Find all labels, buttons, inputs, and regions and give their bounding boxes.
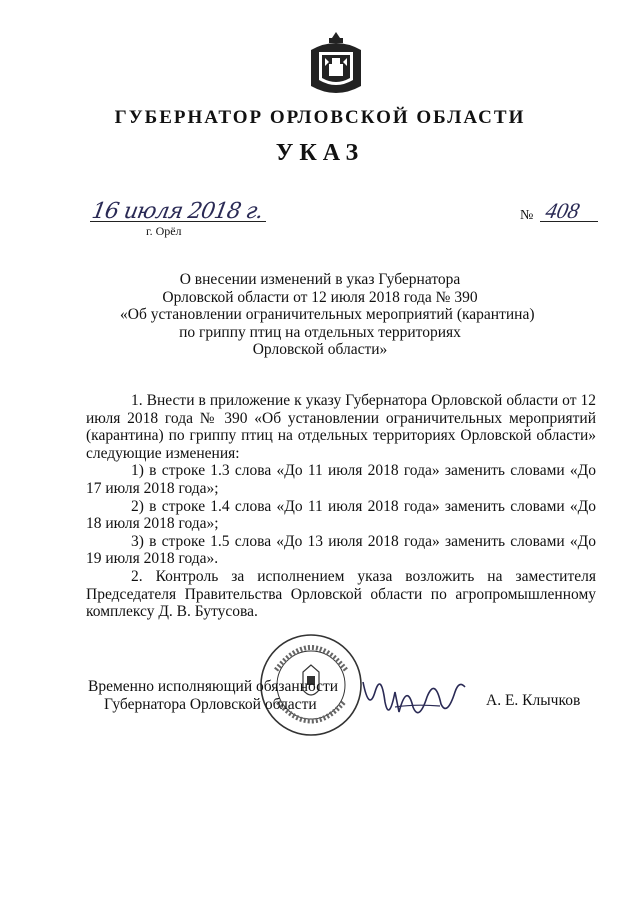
handwritten-date: 16 июля 2018 г. <box>89 199 265 224</box>
title-line: по гриппу птиц на отдельных территориях <box>179 323 461 341</box>
role-line-1: Временно исполняющий обязанности <box>88 678 339 695</box>
number-underline <box>540 221 598 222</box>
organization-heading: ГУБЕРНАТОР ОРЛОВСКОЙ ОБЛАСТИ <box>114 107 526 128</box>
title-line: Орловской области» <box>252 341 388 358</box>
signatory-name: А. Е. Клычков <box>486 692 581 709</box>
number-sign: № <box>520 208 534 223</box>
title-line: «Об установлении ограничительных мероприятий (карантина) <box>120 306 535 323</box>
document-type-heading: УКАЗ <box>275 140 365 166</box>
role-line-2: Губернатора Орловской области <box>104 696 317 713</box>
signature-icon <box>355 662 475 732</box>
handwritten-number: 408 <box>543 198 582 223</box>
list-item-2: 2) в строке 1.4 слова «До 11 июля 2018 года» заменить словами «До 18 июля 2018 года»; <box>86 497 596 533</box>
document-title <box>120 271 535 359</box>
paragraph-1: 1. Внести в приложение к указу Губернатора Орловской области от 12 июля 2018 года № 390 «Об установлении ограничительных мероприятий (карантина) по гриппу птиц на отдельных территориях Орловской области» следующие изменения: <box>86 392 596 462</box>
signatory-role <box>88 678 338 714</box>
list-item-3: 3) в строке 1.5 слова «До 13 июля 2018 года» заменить словами «До 19 июля 2018 года». <box>86 532 596 568</box>
date-underline <box>90 221 266 222</box>
list-item-1: 1) в строке 1.3 слова «До 11 июля 2018 года» заменить словами «До 17 июля 2018 года»; <box>86 462 596 497</box>
document-body <box>86 392 596 621</box>
city-label: г. Орёл <box>146 224 182 238</box>
paragraph-2: 2. Контроль за исполнением указа возложить на заместителя Председателя Правительства Орловской области по агропромышленному комплексу Д. В. Бутусова. <box>86 567 596 621</box>
title-line: Орловской области от 12 июля 2018 года № 390 <box>162 288 478 306</box>
coat-of-arms-icon <box>305 30 367 98</box>
title-line: О внесении изменений в указ Губернатора <box>179 271 461 288</box>
